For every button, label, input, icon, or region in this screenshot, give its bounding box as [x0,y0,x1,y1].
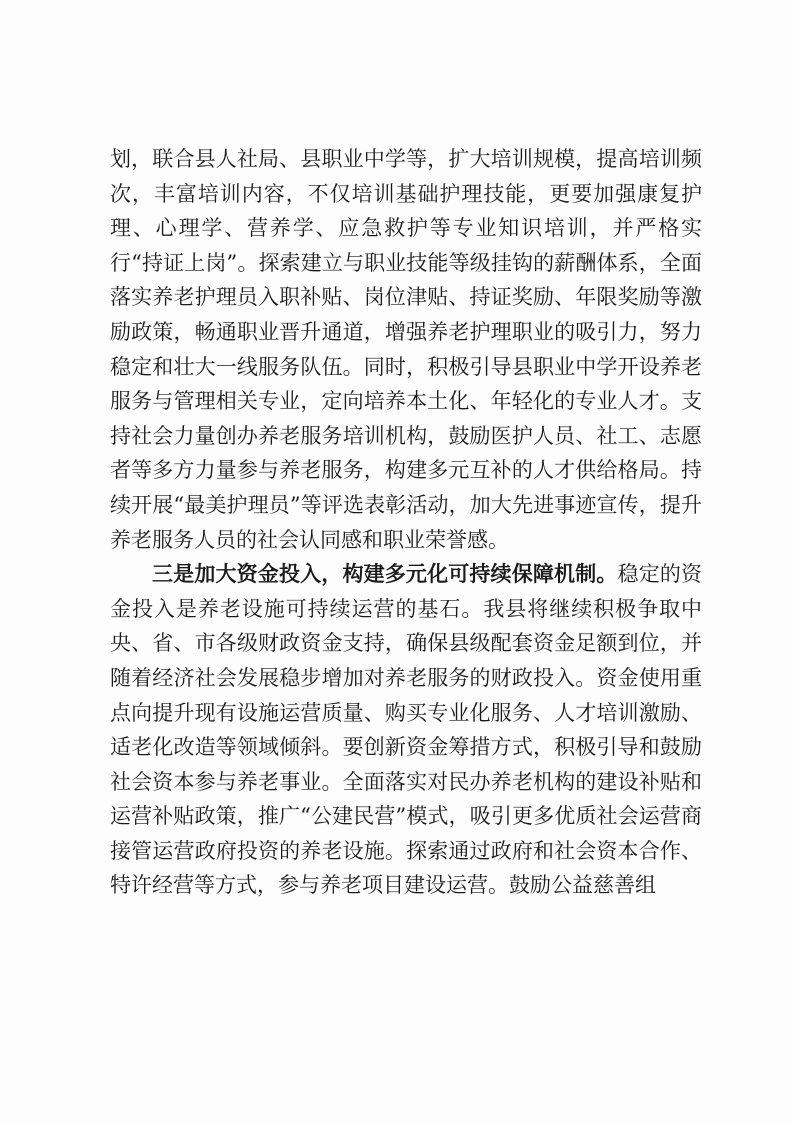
paragraph-continued: 划，联合县人社局、县职业中学等，扩大培训规模，提高培训频次，丰富培训内容，不仅培训基础护理技能，更要加强康复护理、心理学、营养学、应急救护等专业知识培训，并严格实行“持证上岗”。探索建立与职业技能等级挂钩的薪酬体系，全面落实养老护理员入职补贴、岗位津贴、持证奖励、年限奖励等激励政策，畅通职业晋升通道，增强养老护理职业的吸引力，努力稳定和壮大一线服务队伍。同时，积极引导县职业中学开设养老服务与管理相关专业，定向培养本土化、年轻化的专业人才。支持社会力量创办养老服务培训机构，鼓励医护人员、社工、志愿者等多方力量参与养老服务，构建多元互补的人才供给格局。持续开展“最美护理员”等评选表彰活动，加大先进事迹宣传，提升养老服务人员的社会认同感和职业荣誉感。 [110,147,702,552]
paragraph-funding [110,557,702,903]
paragraph-lead-heading: 三是加大资金投入，构建多元化可持续保障机制。 [152,561,618,587]
body-text [110,142,702,903]
paragraph-body: 稳定的资金投入是养老设施可持续运营的基石。我县将继续积极争取中央、省、市各级财政资金支持，确保县级配套资金足额到位，并随着经济社会发展稳步增加对养老服务的财政投入。资金使用重点向提升现有设施运营质量、购买专业化服务、人才培训激励、适老化改造等领域倾斜。要创新资金筹措方式，积极引导和鼓励社会资本参与养老事业。全面落实对民办养老机构的建设补贴和运营补贴政策，推广“公建民营”模式，吸引更多优质社会运营商接管运营政府投资的养老设施。探索通过政府和社会资本合作、特许经营等方式，参与养老项目建设运营。鼓励公益慈善组 [110,562,703,898]
